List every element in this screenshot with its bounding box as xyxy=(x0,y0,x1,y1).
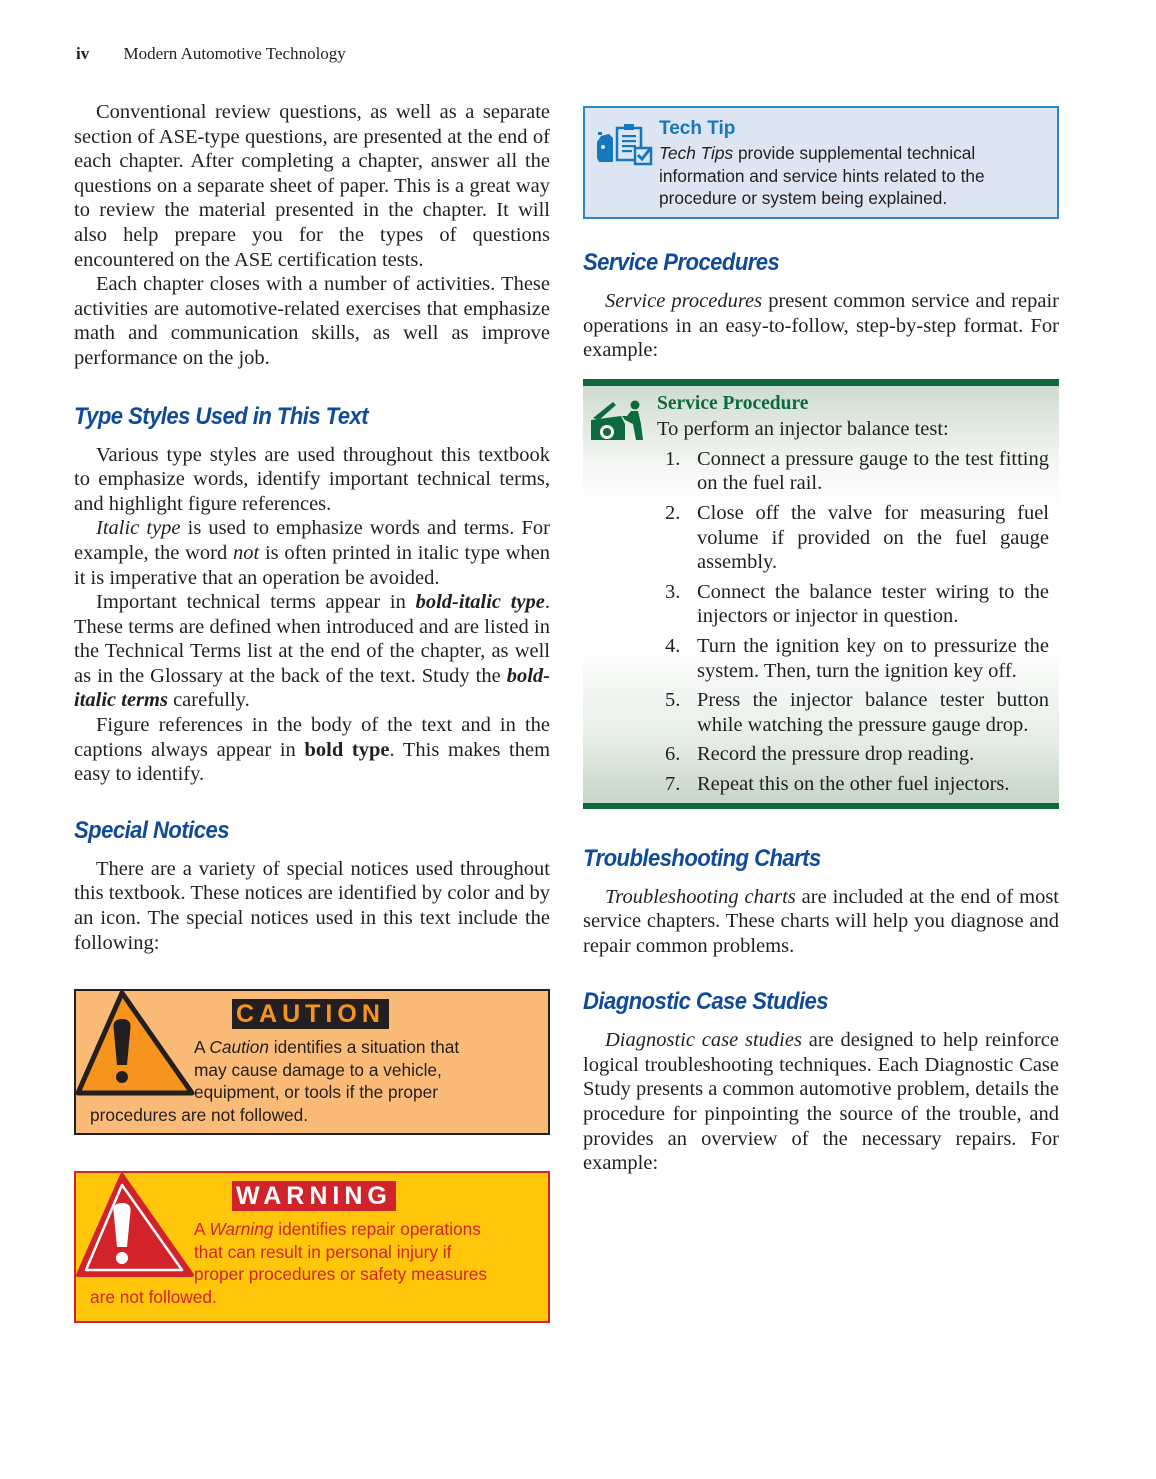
page-number: iv xyxy=(76,44,90,63)
warning-label: WARNING xyxy=(232,1181,396,1211)
paragraph-review-questions: Conventional review questions, as well as a separate section of ASE-type questions, are presented at the end of each chapter. After completing a chapter, answer all the questions on a separate sheet of paper. This is a great way to review the material presented in the chapter. It will also help prepare you for the types of questions encountered on the ASE certification tests. xyxy=(74,101,550,271)
right-column xyxy=(583,100,1059,1176)
heading-type-styles: Type Styles Used in This Text xyxy=(74,402,369,430)
warning-text: A Warning identifies repair operations that can result in personal injury if proper procedures or safety measures are not followed. xyxy=(90,1219,487,1307)
paragraph-troubleshooting-charts: Troubleshooting charts are included at the end of most service chapters. These charts will help you diagnose and repair common problems. xyxy=(583,885,1060,957)
heading-troubleshooting-charts: Troubleshooting Charts xyxy=(583,844,821,872)
mechanic-car-hood-icon xyxy=(591,398,645,442)
service-procedure-title: Service Procedure xyxy=(657,392,809,414)
clipboard-car-checklist-icon xyxy=(595,122,655,166)
italic-word: not xyxy=(233,541,260,564)
warning-notice xyxy=(74,1171,550,1323)
heading-service-procedures: Service Procedures xyxy=(583,249,780,276)
procedure-step: 2. Close off the valve for measuring fuel volume if provided on the fuel gauge assembly. xyxy=(665,501,1049,574)
procedure-step: 6. Record the pressure drop reading. xyxy=(665,743,975,766)
paragraph-bold-italic: Important technical terms appear in bold-italic type. These terms are defined when introduced and are listed in the Technical Terms list at the end of the chapter, as well as in the Glossary at the back of the text. Study the bold-italic terms carefully. xyxy=(74,591,550,712)
paragraph-special-notices: There are a variety of special notices used throughout this textbook. These notices are identified by color and by an icon. The special notices used in this text include the following: xyxy=(74,857,550,954)
tech-tip-box xyxy=(583,106,1059,219)
procedure-step: 5. Press the injector balance tester button while watching the pressure gauge drop. xyxy=(665,689,1049,736)
service-procedure-box xyxy=(583,379,1059,809)
caution-notice xyxy=(74,989,550,1135)
service-procedure-lead: To perform an injector balance test: xyxy=(657,417,949,440)
book-title: Modern Automotive Technology xyxy=(123,44,346,63)
bold-italic-term: bold-italic type xyxy=(415,591,545,614)
italic-term: Italic type xyxy=(96,517,181,540)
heading-diagnostic-case-studies: Diagnostic Case Studies xyxy=(583,988,828,1016)
bold-italic-term: bold-italic terms xyxy=(74,664,550,712)
paragraph-activities: Each chapter closes with a number of activities. These activities are automotive-related exercises that emphasize math and communication skills, as well as improve performance on the job. xyxy=(74,273,550,369)
tech-tip-text: Tech Tips provide supplemental technical information and service hints related to the procedure or system being explained. xyxy=(659,143,985,208)
paragraph-type-styles: Various type styles are used throughout this textbook to emphasize words, identify important technical terms, and highlight figure references. xyxy=(74,443,550,515)
paragraph-diagnostic-case-studies: Diagnostic case studies are designed to help reinforce logical troubleshooting techniques. Each Diagnostic Case Study presents a common automotive problem, details the procedure for pinpointing the source of the trouble, and provides an overview of the necessary repairs. For example: xyxy=(583,1029,1060,1175)
procedure-step: 1. Connect a pressure gauge to the test fitting on the fuel rail. xyxy=(665,447,1049,495)
caution-text: A Caution identifies a situation that may cause damage to a vehicle, equipment, or tools if the proper procedures are not followed. xyxy=(90,1037,460,1125)
procedure-step: 7. Repeat this on the other fuel injectors. xyxy=(665,772,1010,795)
procedure-step: 3. Connect the balance tester wiring to the injectors or injector in question. xyxy=(665,580,1049,628)
paragraph-figure-references: Figure references in the body of the text and in the captions always appear in bold type. This makes them easy to identify. xyxy=(74,714,551,786)
running-head xyxy=(76,44,346,64)
left-column xyxy=(74,100,550,1323)
heading-special-notices: Special Notices xyxy=(74,816,229,844)
paragraph-service-procedures: Service procedures present common service and repair operations in an easy-to-follow, step-by-step format. For example: xyxy=(583,290,1059,362)
procedure-step: 4. Turn the ignition key on to pressurize the system. Then, turn the ignition key off. xyxy=(665,634,1049,682)
tech-tip-title: Tech Tip xyxy=(659,118,736,139)
service-procedure-steps xyxy=(657,447,1049,797)
bold-term: bold type xyxy=(304,738,390,761)
paragraph-italic-type: Italic type is used to emphasize words and terms. For example, the word not is often printed in italic type when it is imperative that an operation be avoided. xyxy=(74,517,550,589)
caution-label: CAUTION xyxy=(232,999,389,1029)
